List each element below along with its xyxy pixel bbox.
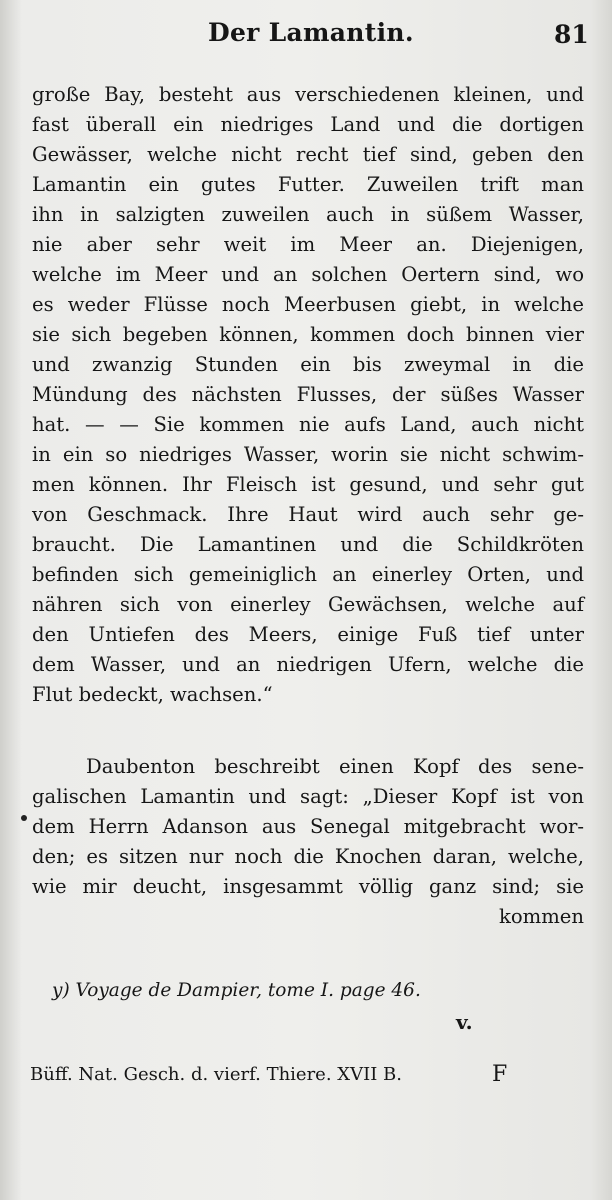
text-line: sie sich begeben können, kommen doch binnen vier xyxy=(32,323,584,346)
footnote-catchword: v. xyxy=(456,1010,473,1034)
signature-line: Büff. Nat. Gesch. d. vierf. Thiere. XVII B. xyxy=(30,1064,402,1085)
text-line: große Bay, besteht aus verschiedenen kleinen, und xyxy=(32,83,584,106)
text-line: in ein so niedriges Wasser, worin sie nicht schwim- xyxy=(32,443,584,466)
text-line: hat. — — Sie kommen nie aufs Land, auch nicht xyxy=(32,413,584,436)
text-line: Mündung des nächsten Flusses, der süßes Wasser xyxy=(32,383,584,406)
text-line: dem Wasser, und an niedrigen Ufern, welche die xyxy=(32,653,584,676)
text-line: men können. Ihr Fleisch ist gesund, und sehr gut xyxy=(32,473,584,496)
text-line: befinden sich gemeiniglich an einerley Orten, und xyxy=(32,563,584,586)
text-line: Daubenton beschreibt einen Kopf des sene- xyxy=(86,755,584,778)
text-line: galischen Lamantin und sagt: „Dieser Kopf ist von xyxy=(32,785,584,808)
text-line: dem Herrn Adanson aus Senegal mitgebracht wor- xyxy=(32,815,584,838)
ink-mark xyxy=(21,815,27,821)
text-line: nähren sich von einerley Gewächsen, welche auf xyxy=(32,593,584,616)
running-title: Der Lamantin. xyxy=(208,18,414,47)
text-line: und zwanzig Stunden ein bis zweymal in die xyxy=(32,353,584,376)
text-line: Lamantin ein gutes Futter. Zuweilen trift man xyxy=(32,173,584,196)
text-line: ihn in salzigten zuweilen auch in süßem Wasser, xyxy=(32,203,584,226)
text-line: braucht. Die Lamantinen und die Schildkröten xyxy=(32,533,584,556)
text-line: es weder Flüsse noch Meerbusen giebt, in welche xyxy=(32,293,584,316)
text-line: welche im Meer und an solchen Oertern sind, wo xyxy=(32,263,584,286)
text-line: den; es sitzen nur noch die Knochen daran, welche, xyxy=(32,845,584,868)
text-line: wie mir deucht, insgesammt völlig ganz sind; sie xyxy=(32,875,584,898)
text-line: fast überall ein niedriges Land und die dortigen xyxy=(32,113,584,136)
signature-letter: F xyxy=(492,1062,508,1087)
text-line: nie aber sehr weit im Meer an. Diejenigen, xyxy=(32,233,584,256)
text-line: von Geschmack. Ihre Haut wird auch sehr ge- xyxy=(32,503,584,526)
catchword-line: kommen xyxy=(498,905,584,928)
text-line: den Untiefen des Meers, einige Fuß tief unter xyxy=(32,623,584,646)
page-number: 81 xyxy=(554,20,589,49)
footnote: y) Voyage de Dampier, tome I. page 46. xyxy=(52,980,421,1001)
text-line: Flut bedeckt, wachsen.“ xyxy=(32,683,273,706)
text-line: Gewässer, welche nicht recht tief sind, geben den xyxy=(32,143,584,166)
page-header xyxy=(0,18,612,52)
